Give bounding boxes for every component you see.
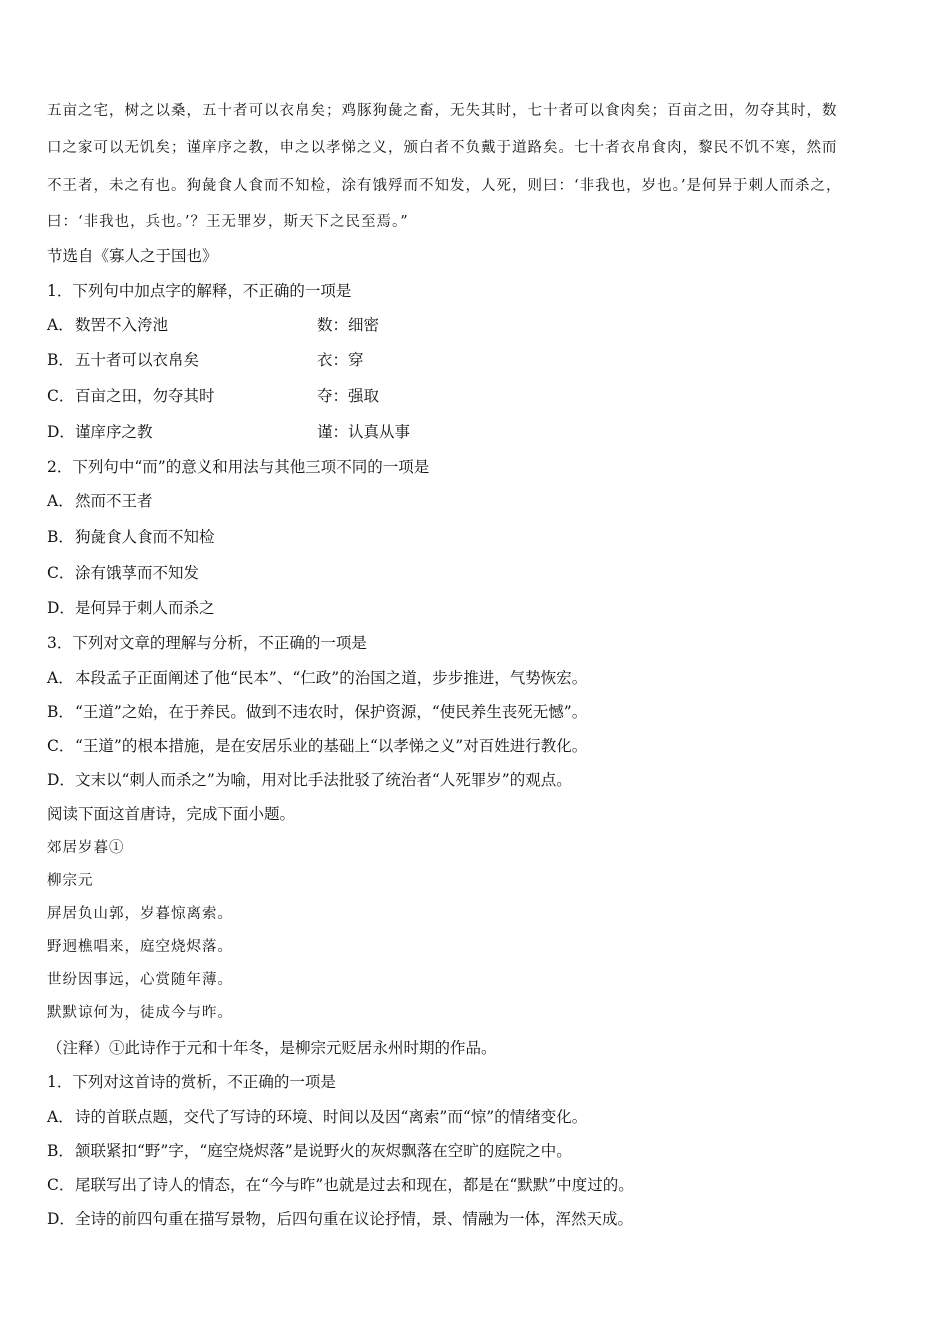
passage-line: 五亩之宅，树之以桑，五十者可以衣帛矣；鸡豚狗彘之畜，无失其时，七十者可以食肉矣；百亩之田，勿夺其时，数 — [47, 103, 838, 119]
question-stem: 1．下列句中加点字的解释，不正确的一项是 — [47, 282, 352, 300]
option-c: C． 百亩之田，勿夺其时 夺：强取 — [47, 387, 380, 405]
option-b: B． 五十者可以衣帛矣 衣：穿 — [47, 351, 364, 369]
option-c: C． 涂有饿莩而不知发 — [47, 564, 200, 582]
option-d: D． 文末以“刺人而杀之”为喻，用对比手法批驳了统治者“人死罪岁”的观点。 — [47, 771, 572, 789]
option-gloss: 数：细密 — [317, 316, 380, 334]
option-a: A． 诗的首联点题，交代了写诗的环境、时间以及因“离索”而“惊”的情绪变化。 — [47, 1108, 588, 1126]
poem-note: （注释）①此诗作于元和十年冬，是柳宗元贬居永州时期的作品。 — [47, 1039, 497, 1057]
option-b: B． 颔联紧扣“野”字，“庭空烧烬落”是说野火的灰烬飘落在空旷的庭院之中。 — [47, 1142, 572, 1160]
passage-line: 曰：‘非我也，兵也。’？王无罪岁，斯天下之民至焉。” — [47, 214, 409, 230]
question-stem: 3．下列对文章的理解与分析，不正确的一项是 — [47, 634, 367, 652]
poem-line: 屏居负山郭，岁暮惊离索。 — [47, 906, 233, 922]
option-gloss: 衣：穿 — [317, 351, 364, 369]
option-c: C． 尾联写出了诗人的情态，在“今与昨”也就是过去和现在，都是在“默默”中度过的。 — [47, 1176, 634, 1194]
passage-source: 节选自《寡人之于国也》 — [47, 247, 218, 265]
option-d: D． 全诗的前四句重在描写景物，后四句重在议论抒情，景、情融为一体，浑然天成。 — [47, 1210, 634, 1228]
option-d: D． 谨庠序之教 谨：认真从事 — [47, 423, 411, 441]
poem-intro: 阅读下面这首唐诗，完成下面小题。 — [47, 805, 296, 823]
option-b: B． 狗彘食人食而不知检 — [47, 528, 215, 546]
option-gloss: 谨：认真从事 — [317, 423, 411, 441]
option-gloss: 夺：强取 — [317, 387, 380, 405]
option-b: B． “王道”之始，在于养民。做到不违农时，保护资源，“使民养生丧死无憾”。 — [47, 703, 588, 721]
poem-title: 郊居岁暮① — [47, 840, 125, 856]
passage-line: 口之家可以无饥矣；谨庠序之教，申之以孝悌之义，颁白者不负戴于道路矣。七十者衣帛食肉，黎民不饥不寒，然而 — [47, 140, 838, 156]
poem-line: 野迥樵唱来，庭空烧烬落。 — [47, 939, 233, 955]
option-a: A． 本段孟子正面阐述了他“民本”、“仁政”的治国之道，步步推进，气势恢宏。 — [47, 669, 588, 687]
option-a: A． 数罟不入洿池 数：细密 — [47, 316, 380, 334]
passage-line: 不王者，未之有也。狗彘食人食而不知检，涂有饿殍而不知发，人死，则曰：‘非我也，岁也。’是何异于刺人而杀之， — [47, 178, 842, 194]
poem-line: 默默谅何为，徒成今与昨。 — [47, 1005, 233, 1021]
option-a: A． 然而不王者 — [47, 492, 153, 510]
question-stem: 2．下列句中“而”的意义和用法与其他三项不同的一项是 — [47, 458, 430, 476]
option-d: D． 是何异于刺人而杀之 — [47, 599, 215, 617]
poem-author: 柳宗元 — [47, 873, 94, 889]
poem-line: 世纷因事远，心赏随年薄。 — [47, 972, 233, 988]
question-stem: 1．下列对这首诗的赏析，不正确的一项是 — [47, 1073, 336, 1091]
option-c: C． “王道”的根本措施，是在安居乐业的基础上“以孝悌之义”对百姓进行教化。 — [47, 737, 588, 755]
